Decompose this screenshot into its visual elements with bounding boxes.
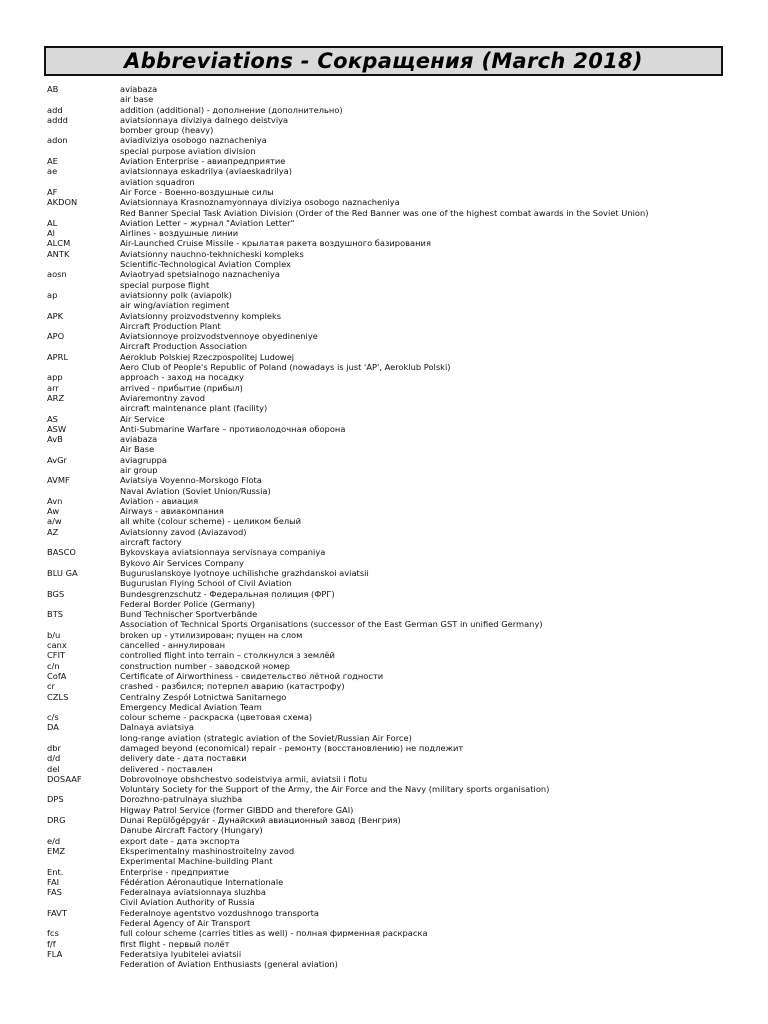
abbreviation-description: first flight - первый полёт bbox=[120, 938, 230, 949]
abbreviation-code: Aw bbox=[47, 506, 60, 517]
abbreviation-entry bbox=[47, 105, 747, 115]
abbreviation-description: approach - заход на посадку bbox=[120, 372, 244, 383]
abbreviation-description: Danube Aircraft Factory (Hungary) bbox=[120, 825, 263, 836]
abbreviation-entry bbox=[47, 187, 747, 197]
abbreviation-code: cr bbox=[47, 681, 55, 692]
abbreviation-translation bbox=[47, 321, 747, 331]
abbreviation-description: Airlines - воздушные линии bbox=[120, 228, 239, 239]
abbreviation-description: aviagruppa bbox=[120, 454, 167, 465]
abbreviation-translation bbox=[47, 578, 747, 588]
abbreviation-code: d/d bbox=[47, 753, 61, 764]
abbreviation-description: Bykovo Air Services Company bbox=[120, 557, 244, 568]
abbreviation-description: Federalnaya aviatsionnaya sluzhba bbox=[120, 887, 266, 898]
abbreviation-description: aviation squadron bbox=[120, 176, 195, 187]
abbreviation-description: Dobrovolnoye obshchestvo sodeistviya armii, aviatsii i flotu bbox=[120, 773, 368, 784]
abbreviation-code: AE bbox=[47, 156, 58, 167]
abbreviation-description: Dorozhno-patrulnaya sluzhba bbox=[120, 794, 243, 805]
abbreviation-translation bbox=[47, 444, 747, 454]
abbreviation-description: Aviatsionnaya Krasnoznamyonnaya diviziya osobogo naznacheniya bbox=[120, 197, 400, 208]
abbreviation-description: delivery date - дата поставки bbox=[120, 753, 247, 764]
abbreviation-description: Eksperimentalny mashinostroitelny zavod bbox=[120, 845, 295, 856]
abbreviation-entry bbox=[47, 928, 747, 938]
abbreviation-code: BGS bbox=[47, 588, 65, 599]
abbreviation-description: Bundesgrenzschutz - Федеральная полиция (ФРГ) bbox=[120, 588, 335, 599]
abbreviation-description: Federal Agency of Air Transport bbox=[120, 918, 251, 929]
abbreviation-description: export date - дата экспорта bbox=[120, 835, 240, 846]
abbreviation-code: c/n bbox=[47, 660, 60, 671]
abbreviation-code: DPS bbox=[47, 794, 64, 805]
abbreviation-code: AF bbox=[47, 186, 58, 197]
abbreviation-description: Aero Club of People's Republic of Poland (nowadays is just 'AP', Aeroklub Polski) bbox=[120, 362, 451, 373]
abbreviation-description: Fédération Aéronautique Internationale bbox=[120, 876, 284, 887]
abbreviation-code: dbr bbox=[47, 743, 61, 753]
abbreviation-code bbox=[47, 259, 120, 269]
abbreviation-code: canx bbox=[47, 640, 67, 651]
abbreviation-description: Aviatsionny zavod (Aviazavod) bbox=[120, 526, 247, 537]
abbreviation-code: del bbox=[47, 763, 60, 774]
title-banner bbox=[44, 46, 723, 76]
abbreviation-translation bbox=[47, 733, 747, 743]
abbreviation-code: BTS bbox=[47, 609, 64, 620]
abbreviation-description: delivered - поставлен bbox=[120, 763, 213, 774]
abbreviation-code: add bbox=[47, 104, 63, 115]
abbreviation-entry bbox=[47, 867, 747, 877]
abbreviation-code bbox=[47, 300, 120, 310]
abbreviation-code: aosn bbox=[47, 269, 67, 280]
abbreviation-translation bbox=[47, 897, 747, 907]
abbreviation-translation bbox=[47, 403, 747, 413]
abbreviation-entry bbox=[47, 197, 747, 207]
abbreviation-description: Aviatsionny proizvodstvenny kompleks bbox=[120, 310, 282, 321]
abbreviation-description: special purpose aviation division bbox=[120, 145, 256, 156]
abbreviation-description: Buguruslan Flying School of Civil Aviation bbox=[120, 578, 292, 589]
abbreviation-code: ASW bbox=[47, 423, 67, 434]
abbreviation-entry bbox=[47, 743, 747, 753]
abbreviation-description: special purpose flight bbox=[120, 279, 210, 290]
abbreviation-code: BASCO bbox=[47, 547, 76, 558]
abbreviation-description: Aviatsionny nauchno-tekhnicheski kompleks bbox=[120, 248, 304, 259]
abbreviation-entry bbox=[47, 290, 747, 300]
abbreviation-description: Voluntary Society for the Support of the Army, the Air Force and the Navy (military sports organisation) bbox=[120, 784, 550, 795]
abbreviation-translation bbox=[47, 362, 747, 372]
abbreviation-code bbox=[47, 362, 120, 372]
abbreviation-translation bbox=[47, 177, 747, 187]
abbreviation-entry bbox=[47, 671, 747, 681]
abbreviation-description: Federal Border Police (Germany) bbox=[120, 598, 255, 609]
abbreviation-code bbox=[47, 784, 120, 794]
abbreviation-code: c/s bbox=[47, 712, 59, 723]
abbreviation-code bbox=[47, 619, 120, 629]
abbreviation-code: b/u bbox=[47, 629, 61, 640]
abbreviation-description: aviadiviziya osobogo naznacheniya bbox=[120, 135, 267, 146]
abbreviation-entry bbox=[47, 249, 747, 259]
abbreviation-entry bbox=[47, 311, 747, 321]
abbreviation-description: Anti-Submarine Warfare – противолодочная оборона bbox=[120, 423, 346, 434]
abbreviation-description: Aviation Enterprise - авиапредприятие bbox=[120, 156, 286, 167]
abbreviation-code: APO bbox=[47, 331, 65, 342]
abbreviation-translation bbox=[47, 125, 747, 135]
abbreviation-code: a/w bbox=[47, 516, 62, 527]
abbreviation-description: Dunai Repülőgépgyár - Дунайский авиационный завод (Венгрия) bbox=[120, 815, 401, 826]
abbreviation-code bbox=[47, 825, 120, 835]
abbreviation-translation bbox=[47, 146, 747, 156]
abbreviation-description: Scientific-Technological Aviation Complex bbox=[120, 259, 291, 270]
abbreviation-entry bbox=[47, 115, 747, 125]
abbreviation-description: Aeroklub Polskiej Rzeczpospolitej Ludowej bbox=[120, 351, 295, 362]
abbreviation-description: arrived - прибытие (прибыл) bbox=[120, 382, 243, 393]
abbreviation-code: AS bbox=[47, 413, 58, 424]
abbreviation-description: Aviaremontny zavod bbox=[120, 392, 205, 403]
abbreviation-entry bbox=[47, 424, 747, 434]
abbreviation-entry bbox=[47, 218, 747, 228]
abbreviation-entry bbox=[47, 547, 747, 557]
abbreviation-description: addition (additional) - дополнение (дополнительно) bbox=[120, 104, 343, 115]
abbreviation-entry bbox=[47, 228, 747, 238]
abbreviation-entry bbox=[47, 166, 747, 176]
abbreviation-code bbox=[47, 578, 120, 588]
abbreviation-description: air base bbox=[120, 94, 154, 105]
abbreviation-entry bbox=[47, 589, 747, 599]
abbreviation-entry bbox=[47, 496, 747, 506]
abbreviation-code: ANTK bbox=[47, 248, 70, 259]
abbreviation-code bbox=[47, 733, 120, 743]
abbreviation-description: air group bbox=[120, 464, 158, 475]
abbreviation-code: Ent. bbox=[47, 866, 64, 877]
abbreviation-code bbox=[47, 94, 120, 104]
abbreviation-code: BLU GA bbox=[47, 567, 78, 578]
abbreviation-description: Air-Launched Cruise Missile - крылатая ракета воздушного базирования bbox=[120, 238, 431, 249]
abbreviation-code bbox=[47, 208, 120, 218]
abbreviation-entry bbox=[47, 84, 747, 94]
abbreviation-description: full colour scheme (carries titles as well) - полная фирменная раскраска bbox=[120, 928, 428, 939]
abbreviation-code: APRL bbox=[47, 351, 69, 362]
abbreviation-entry bbox=[47, 815, 747, 825]
abbreviation-entry bbox=[47, 753, 747, 763]
abbreviation-translation bbox=[47, 465, 747, 475]
abbreviation-code bbox=[47, 959, 120, 969]
abbreviation-code bbox=[47, 805, 120, 815]
abbreviation-code bbox=[47, 177, 120, 187]
abbreviation-description: Federation of Aviation Enthusiasts (general aviation) bbox=[120, 959, 338, 970]
abbreviation-entry bbox=[47, 269, 747, 279]
abbreviation-code: adon bbox=[47, 135, 68, 146]
abbreviation-description: Naval Aviation (Soviet Union/Russia) bbox=[120, 485, 271, 496]
abbreviation-code: FAI bbox=[47, 876, 60, 887]
abbreviation-description: Aviatsiya Voyenno-Morskogo Flota bbox=[120, 475, 262, 486]
abbreviation-code: fcs bbox=[47, 928, 59, 939]
abbreviation-description: Aviatsionnoye proizvodstvennoye obyedineniye bbox=[120, 331, 318, 342]
abbreviation-translation bbox=[47, 805, 747, 815]
abbreviation-entry bbox=[47, 455, 747, 465]
abbreviation-description: Air Force - Военно-воздушные силы bbox=[120, 186, 274, 197]
abbreviation-description: Centralny Zespół Lotnictwa Sanitarnego bbox=[120, 691, 287, 702]
abbreviation-code: ALCM bbox=[47, 238, 71, 249]
abbreviation-translation bbox=[47, 280, 747, 290]
abbreviation-entry bbox=[47, 372, 747, 382]
abbreviation-entry bbox=[47, 692, 747, 702]
abbreviation-entry bbox=[47, 764, 747, 774]
abbreviation-entry bbox=[47, 383, 747, 393]
abbreviation-code: APK bbox=[47, 310, 64, 321]
abbreviation-translation bbox=[47, 486, 747, 496]
page-title: Abbreviations - Сокращения (March 2018) bbox=[124, 49, 643, 73]
abbreviation-code bbox=[47, 558, 120, 568]
abbreviation-translation bbox=[47, 558, 747, 568]
abbreviation-entry bbox=[47, 414, 747, 424]
abbreviation-description: Experimental Machine-building Plant bbox=[120, 856, 273, 867]
abbreviation-code bbox=[47, 444, 120, 454]
abbreviation-translation bbox=[47, 619, 747, 629]
abbreviation-translation bbox=[47, 259, 747, 269]
abbreviation-description: construction number - заводской номер bbox=[120, 660, 290, 671]
abbreviation-code bbox=[47, 146, 120, 156]
abbreviation-code bbox=[47, 403, 120, 413]
abbreviation-entry bbox=[47, 846, 747, 856]
abbreviation-code: e/d bbox=[47, 835, 61, 846]
abbreviation-translation bbox=[47, 702, 747, 712]
abbreviation-entry bbox=[47, 640, 747, 650]
abbreviation-translation bbox=[47, 599, 747, 609]
abbreviation-code bbox=[47, 125, 120, 135]
abbreviation-description: Buguruslanskoye lyotnoye uchilishche grazhdanskoi aviatsii bbox=[120, 567, 369, 578]
abbreviation-code: ARZ bbox=[47, 392, 65, 403]
abbreviation-code: FAVT bbox=[47, 907, 67, 918]
abbreviation-description: Certificate of Airworthiness - свидетельство лётной годности bbox=[120, 670, 384, 681]
abbreviation-description: bomber group (heavy) bbox=[120, 125, 214, 136]
abbreviation-entry bbox=[47, 156, 747, 166]
abbreviation-code bbox=[47, 897, 120, 907]
abbreviation-code: AL bbox=[47, 217, 58, 228]
abbreviation-description: Dalnaya aviatsiya bbox=[120, 722, 195, 733]
abbreviation-entry bbox=[47, 887, 747, 897]
abbreviation-code bbox=[47, 599, 120, 609]
abbreviation-code: AvGr bbox=[47, 454, 67, 465]
abbreviation-entry bbox=[47, 527, 747, 537]
abbreviation-description: aviabaza bbox=[120, 434, 158, 445]
abbreviation-translation bbox=[47, 856, 747, 866]
abbreviation-translation bbox=[47, 94, 747, 104]
abbreviation-entry bbox=[47, 949, 747, 959]
abbreviation-description: aviatsionnaya eskadrilya (aviaeskadrilya) bbox=[120, 166, 292, 177]
abbreviation-code: CFIT bbox=[47, 650, 66, 661]
abbreviation-description: Federalnoye agentstvo vozdushnogo transporta bbox=[120, 907, 319, 918]
abbreviation-code bbox=[47, 321, 120, 331]
abbreviation-description: Air Base bbox=[120, 444, 155, 455]
abbreviation-description: Air Service bbox=[120, 413, 165, 424]
abbreviation-entry bbox=[47, 722, 747, 732]
abbreviation-description: damaged beyond (economical) repair - ремонту (восстановлению) не подлежит bbox=[120, 743, 464, 753]
abbreviation-code bbox=[47, 702, 120, 712]
abbreviation-code: DA bbox=[47, 722, 59, 733]
abbreviation-translation bbox=[47, 208, 747, 218]
abbreviation-entry bbox=[47, 877, 747, 887]
abbreviation-code bbox=[47, 280, 120, 290]
abbreviation-entry bbox=[47, 774, 747, 784]
abbreviation-code: AZ bbox=[47, 526, 59, 537]
abbreviation-entry bbox=[47, 238, 747, 248]
abbreviation-entry bbox=[47, 681, 747, 691]
abbreviation-description: Higway Patrol Service (former GIBDD and therefore GAI) bbox=[120, 804, 354, 815]
abbreviation-entry bbox=[47, 836, 747, 846]
abbreviation-description: Bykovskaya aviatsionnaya servisnaya companiya bbox=[120, 547, 326, 558]
abbreviation-code bbox=[47, 341, 120, 351]
abbreviation-translation bbox=[47, 784, 747, 794]
abbreviation-entry bbox=[47, 352, 747, 362]
abbreviation-code: ap bbox=[47, 289, 58, 300]
abbreviation-entry bbox=[47, 650, 747, 660]
abbreviation-entry bbox=[47, 516, 747, 526]
abbreviation-entry bbox=[47, 712, 747, 722]
abbreviation-code: arr bbox=[47, 382, 59, 393]
abbreviation-description: Association of Technical Sports Organisations (successor of the East German GST in unified Germany) bbox=[120, 619, 543, 630]
abbreviation-entry bbox=[47, 609, 747, 619]
abbreviation-description: Airways - авиакомпания bbox=[120, 506, 224, 517]
abbreviation-description: long-range aviation (strategic aviation of the Soviet/Russian Air Force) bbox=[120, 732, 412, 743]
abbreviation-description: aircraft maintenance plant (facility) bbox=[120, 403, 268, 414]
abbreviation-description: Civil Aviation Authority of Russia bbox=[120, 897, 255, 908]
abbreviation-entry bbox=[47, 661, 747, 671]
abbreviation-description: colour scheme - раскраска (цветовая схема) bbox=[120, 712, 313, 723]
abbreviation-entry bbox=[47, 135, 747, 145]
abbreviation-code: AvB bbox=[47, 434, 63, 445]
abbreviation-translation bbox=[47, 959, 747, 969]
abbreviation-entry bbox=[47, 939, 747, 949]
abbreviation-code: DRG bbox=[47, 815, 66, 826]
abbreviation-code: FLA bbox=[47, 948, 63, 959]
abbreviation-code: app bbox=[47, 372, 63, 383]
abbreviation-entry bbox=[47, 908, 747, 918]
abbreviation-description: Aviation Letter – журнал "Aviation Letter" bbox=[120, 217, 295, 228]
abbreviation-code: DOSAAF bbox=[47, 773, 82, 784]
abbreviation-description: Bund Technischer Sportverbände bbox=[120, 609, 258, 620]
abbreviation-description: all white (colour scheme) - целиком белый bbox=[120, 516, 302, 527]
abbreviation-description: air wing/aviation regiment bbox=[120, 300, 230, 311]
abbreviation-list bbox=[47, 84, 747, 970]
abbreviation-description: Aviation - авиация bbox=[120, 495, 199, 506]
abbreviation-description: aviabaza bbox=[120, 84, 158, 94]
abbreviation-code: addd bbox=[47, 114, 68, 125]
abbreviation-translation bbox=[47, 918, 747, 928]
abbreviation-entry bbox=[47, 475, 747, 485]
abbreviation-code bbox=[47, 918, 120, 928]
abbreviation-description: Red Banner Special Task Aviation Division (Order of the Red Banner was one of the highest combat awards in the Soviet Union) bbox=[120, 207, 649, 218]
abbreviation-description: crashed - разбился; потерпел аварию (катастрофу) bbox=[120, 681, 345, 692]
abbreviation-description: cancelled - аннулирован bbox=[120, 640, 226, 651]
abbreviation-description: Aircraft Production Plant bbox=[120, 320, 221, 331]
abbreviation-code: AVMF bbox=[47, 475, 70, 486]
abbreviation-description: aircraft factory bbox=[120, 537, 182, 548]
abbreviation-entry bbox=[47, 568, 747, 578]
abbreviation-translation bbox=[47, 825, 747, 835]
abbreviation-code: f/f bbox=[47, 938, 56, 949]
abbreviation-entry bbox=[47, 393, 747, 403]
abbreviation-entry bbox=[47, 331, 747, 341]
abbreviation-description: controlled flight into terrain – столкнулся з землёй bbox=[120, 650, 335, 661]
abbreviation-translation bbox=[47, 537, 747, 547]
abbreviation-entry bbox=[47, 794, 747, 804]
abbreviation-description: Emergency Medical Aviation Team bbox=[120, 701, 262, 712]
abbreviation-code: CofA bbox=[47, 670, 67, 681]
abbreviation-translation bbox=[47, 341, 747, 351]
abbreviation-description: Aviaotryad spetsialnogo naznacheniya bbox=[120, 269, 280, 280]
abbreviation-code bbox=[47, 537, 120, 547]
abbreviation-description: Federatsiya lyubitelei aviatsii bbox=[120, 948, 242, 959]
abbreviation-code: AKDON bbox=[47, 197, 78, 208]
abbreviation-code bbox=[47, 465, 120, 475]
abbreviation-description: Aircraft Production Association bbox=[120, 341, 247, 352]
abbreviation-code bbox=[47, 856, 120, 866]
abbreviation-description: Enterprise - предприятие bbox=[120, 866, 229, 877]
abbreviation-code: AB bbox=[47, 84, 59, 94]
abbreviation-entry bbox=[47, 506, 747, 516]
abbreviation-description: aviatsionnaya diviziya dalnego deistviya bbox=[120, 114, 289, 125]
abbreviation-code: FAS bbox=[47, 887, 62, 898]
abbreviation-translation bbox=[47, 300, 747, 310]
abbreviation-description: aviatsionny polk (aviapolk) bbox=[120, 289, 232, 300]
abbreviation-entry bbox=[47, 434, 747, 444]
abbreviation-description: broken up - утилизирован; пущен на слом bbox=[120, 629, 303, 640]
abbreviation-entry bbox=[47, 630, 747, 640]
abbreviation-code: Al bbox=[47, 228, 55, 239]
abbreviation-code bbox=[47, 486, 120, 496]
abbreviation-code: CZLS bbox=[47, 691, 69, 702]
abbreviation-code: ae bbox=[47, 166, 58, 177]
abbreviation-code: Avn bbox=[47, 495, 63, 506]
abbreviation-code: EMZ bbox=[47, 845, 66, 856]
